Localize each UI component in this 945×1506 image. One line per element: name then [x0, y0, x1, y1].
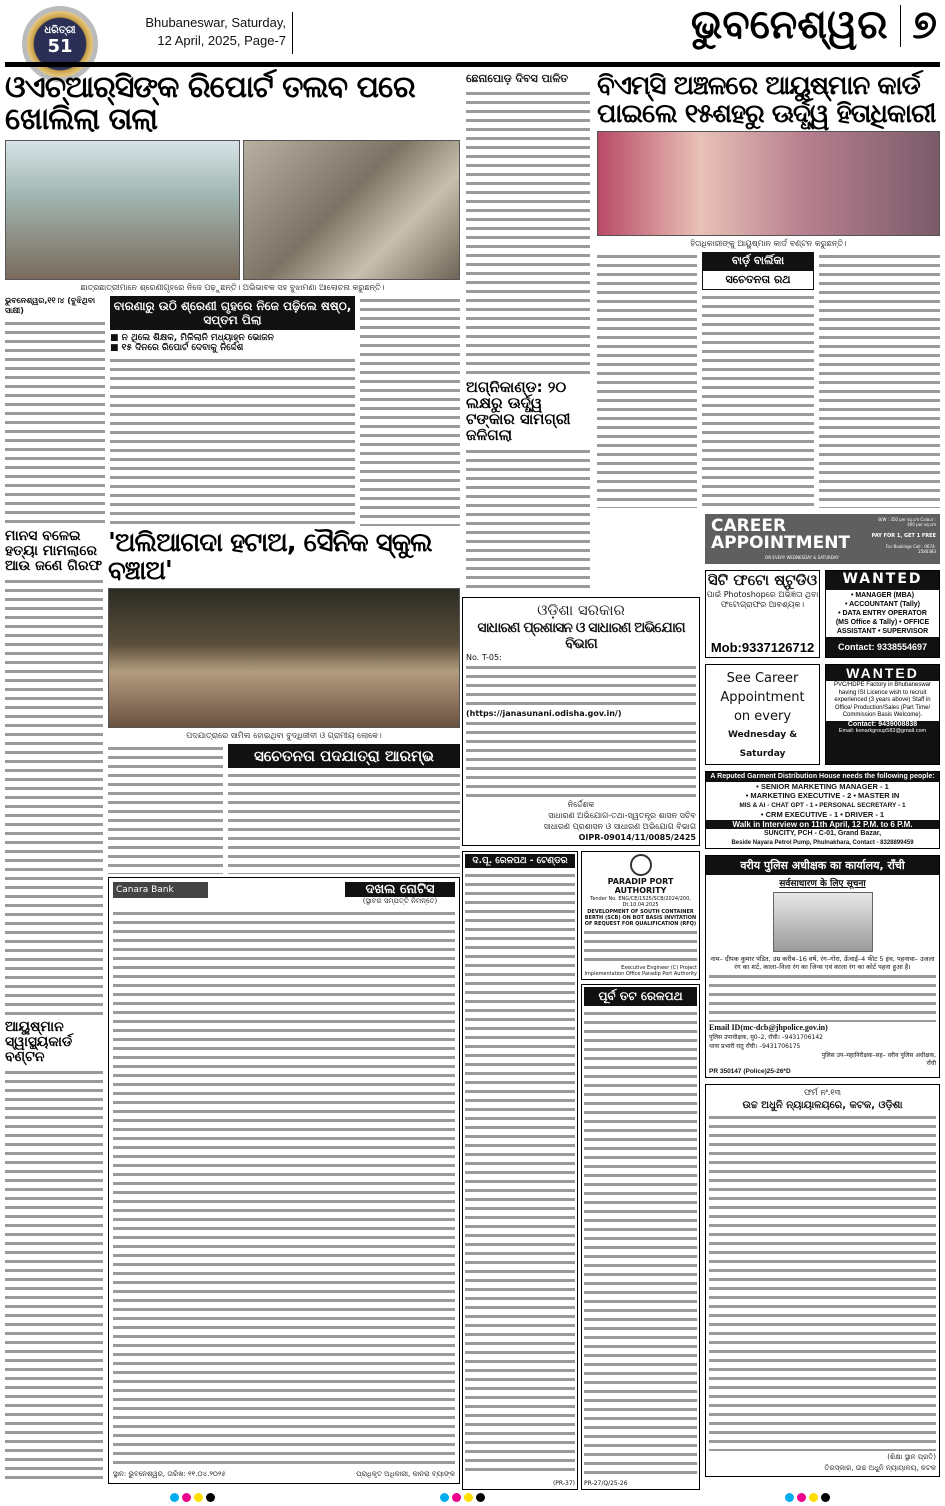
story3-headline: ବିଏମ୍‌ସି ଅଞ୍ଚଳରେ ଆୟୁଷ୍ମାନ କାର୍ଡ ପାଇଲେ ୧୫ଶହରୁ ଊର୍ଦ୍ଧ୍ୱ ହିତାଧିକାରୀ: [597, 71, 936, 130]
paradip-sign: Executive Engineer (C) Project Implementation Office Paradip Port Authority: [584, 965, 697, 977]
see-career-l1: See Career: [726, 671, 799, 686]
paradip-port-notice: [581, 851, 700, 980]
wanted-ad-1: [825, 570, 940, 658]
police-desc: नाम– दीपक कुमार पंडित, उम्र करीब–16 वर्ष, रंग–गोरा, ऊँचाई–4 फीट 5 इंच, पहनावा– उजला रंग का शर्ट, काला–निला रंग का जिन्स एवं काला रंग का कोर्ट पहना हुआ है।: [710, 955, 935, 971]
story5-subhead: ସଚେତନତା ପଦଯାତ୍ରା ଆରମ୍ଭ: [228, 744, 460, 768]
story1-caption: ଛାତ୍ରଛାତ୍ରୀମାନେ ଶ୍ରେଣୀଗୃହରେ ନିଜେ ପଢ଼ୁଛନ୍ତି। ଅଭିଭାବକ ସହ ବୁଝାମଣା ଆଲୋଚନା କରୁଛନ୍ତି।: [80, 282, 385, 292]
court-body: [709, 1113, 936, 1451]
career-appointment-ad: [705, 514, 940, 564]
court-sign2: ତିରସ୍କାର, ଉଚ୍ଚ ଅଧୁନି ନ୍ୟାୟାଳୟ, କଟକ: [824, 1464, 936, 1472]
dateline-2: 12 April, 2025, Page-7: [157, 33, 286, 48]
story5-caption: ପଦଯାତ୍ରାରେ ସାମିଲ ହୋଇଥିବା ବୁଦ୍ଧିଜୀବୀ ଓ ଗ୍ରାମୀୟ ଲୋକେ।: [186, 730, 382, 740]
story3-body: [597, 252, 697, 508]
story1-bullet: ■ ୧୫ ଦିନରେ ରିପୋର୍ଟ ଦେବାକୁ ନିର୍ଦ୍ଦେଶ: [110, 342, 244, 353]
story5-body: [228, 771, 460, 874]
canara-title: ଦଖଲ ନୋଟିସ: [345, 882, 455, 897]
garment-line: • CRM EXECUTIVE - 1 • DRIVER - 1: [760, 810, 885, 819]
missing-person-photo: [773, 892, 873, 952]
career-rates: B/W : 350 per sq.cm Colour : 400 per sq.cm: [878, 517, 936, 527]
canara-bank-logo: Canara Bank: [113, 882, 208, 898]
police-phone: थाना प्रभारी रातु राँची। –9431706175: [709, 1043, 801, 1050]
court-sign: (ଶିକ୍ଷା ସ୍ଥାନ ପ୍ରତି): [887, 1453, 936, 1461]
studio-title: ସିଟି ଫଟୋ ଷ୍ଟୁଡିଓ: [707, 571, 818, 589]
garment-addr: SUNCITY, PCH - C-01, Grand Bazar,: [763, 830, 882, 837]
garment-line: MIS & AI - CHAT GPT - 1 • PERSONAL SECRETARY - 1: [739, 801, 906, 809]
wanted2-body: PVC/HDPE Factory in Bhubaneswar having ISI Licence wish to recruit experienced (3 years above) Staff in Office/ Production/Sales (Part Time/ Commission Basis Welcome).: [826, 681, 939, 721]
police-ref: PR 350147 (Police)25-26*D: [709, 1068, 791, 1075]
odisha-govt-notice: [462, 597, 700, 846]
garment-ad: [705, 771, 940, 849]
ayushman-photo: [597, 131, 940, 236]
paradip-subject: DEVELOPMENT OF SOUTH CONTAINER BERTH (SCB) ON BOT BASIS INVITATION OF REQUEST FOR QUALIFICATION (RFQ): [584, 909, 697, 927]
story1-body: [5, 319, 105, 526]
studio-body: ପାଇଁ Photoshopରେ ଅଭିଜ୍ଞତା ଥିବା ଫଟୋଗ୍ରାଫର ଆବଶ୍ୟକ।: [706, 590, 819, 609]
paradip-title: PARADIP PORT AUTHORITY: [607, 877, 674, 895]
wanted1-item: (MS Office & Tally) • OFFICE: [835, 619, 930, 626]
notice-no: No. T-05:: [466, 653, 502, 662]
career-bookings: For Bookings Call : 0674-2580383: [886, 544, 936, 554]
career-title-2: APPOINTMENT: [711, 533, 851, 553]
notice-sign1: ନିର୍ଦ୍ଦେଶକ: [567, 800, 595, 809]
notice-l1: ଓଡ଼ିଶା ସରକାର: [537, 601, 625, 619]
story1-subhead: ବାରଣାରୁ ଉଠି ଶ୍ରେଣୀ ଗୃହରେ ନିଜେ ପଢ଼ିଲେ ଷଷ୍ଠ, ସପ୍ତମ ପିଲା: [110, 296, 355, 330]
story6-headline: ଆୟୁଷ୍ମାନ ସ୍ୱାସ୍ଥ୍ୟକାର୍ଡ ବଣ୍ଟନ: [5, 1019, 73, 1066]
story3-box-sub: ସଚେତନତା ରଥ: [702, 270, 814, 290]
photo-studio-ad: [705, 570, 820, 658]
see-career-l2: Appointment: [720, 690, 805, 705]
police-sign: पुलिस उप–महानिरीक्षक–सह– वरीय पुलिस अधीक्षक, राँची: [821, 1052, 936, 1067]
parents-photo: [243, 140, 460, 280]
garment-header: A Reputed Garment Distribution House needs the following people:: [706, 772, 939, 782]
story5-headline: 'ଅଲିଆଗଦା ହଟାଅ, ସୈନିକ ସ୍କୁଲ ବଞ୍ଚାଅ': [108, 527, 432, 586]
story4-body: [5, 577, 103, 1017]
wanted2-contact: Contact: 9439008838: [847, 720, 918, 728]
story1-dateline: ଭୁବନେଶ୍ୱର,୧୧।୪ (ବୁଝିଥିବା ସାକ୍ଷୀ): [5, 295, 96, 315]
masthead-rule: [5, 62, 940, 67]
sec-rail-body: [465, 871, 575, 1477]
canara-footer: ସ୍ଥାନ: ଭୁବନେଶ୍ୱର, ତାରିଖ: ୧୧.୦୪.୨୦୨୫: [113, 1470, 226, 1478]
notice-sign2: ସାଧାରଣ ଅଭିଯୋଗ-ତଥା-ସ୍ୱତନ୍ତ୍ର ଶାସନ ସଚିବ: [548, 811, 696, 820]
story6-body: [5, 1068, 103, 1484]
wanted1-item: • ACCOUNTANT (Tally): [844, 601, 921, 608]
court-title: ଉଚ୍ଚ ଅଧୁନି ନ୍ୟାୟାଳୟରେ, କଟକ, ଓଡ଼ିଶା: [742, 1100, 903, 1111]
canara-body: [113, 909, 455, 1467]
ranchi-police-notice: [705, 855, 940, 1078]
sec-railway-tender: [462, 851, 578, 1490]
story3-box-title: ବାର୍ଡ଼ ବାର୍ଲିକା: [702, 252, 814, 270]
police-email: Email ID(mc-dcb@jhpolice.gov.in): [709, 1023, 828, 1032]
story3-body: [702, 293, 814, 508]
see-career-ad: [705, 664, 820, 765]
notice-body: [466, 719, 696, 799]
story2-kicker: ଛେନାପୋଡ଼ ଦିବସ ପାଳିତ: [466, 72, 569, 85]
career-pay: PAY FOR 1, GET 1 FREE: [871, 533, 936, 539]
story1-headline: ଓଏଚ୍ଆର୍‌ସିଙ୍କ ରିପୋର୍ଟ ତଲବ ପରେ ଖୋଲିଲା ତାଲା: [5, 70, 415, 138]
story1-body: [360, 296, 460, 526]
wanted1-item: • DATA ENTRY OPERATOR: [838, 610, 927, 617]
story2-subhead: ଅଗ୍ନିକାଣ୍ଡ: ୨୦ ଲକ୍ଷରୁ ଊର୍ଦ୍ଧ୍ୱ ଟଙ୍କାର ସାମଗ୍ରୀ ଜଳିଗଲା: [466, 377, 571, 445]
canara-sub: (ସ୍ଥାବର ସମ୍ପତ୍ତି ନିମନ୍ତେ): [362, 896, 438, 905]
story1-bullet: ■ ନ ଥିଲେ ଶିକ୍ଷକ, ମିଳିଲାନି ମଧ୍ୟାହ୍ନ ଭୋଜନ: [110, 332, 274, 343]
dateline-1: Bhubaneswar, Saturday,: [145, 15, 286, 30]
story3-body: [819, 252, 940, 508]
logo-years: 51: [47, 36, 73, 57]
story1-subhead-box: [110, 296, 355, 353]
story1-body: [110, 356, 355, 526]
wanted1-item: • MANAGER (MBA): [850, 592, 915, 599]
ecor-ref: PR-27/Q/25-26: [584, 1480, 628, 1487]
notice-l2: ସାଧାରଣ ପ୍ରଶାସନ ଓ ସାଧାରଣ ଅଭିଯୋଗ ବିଭାଗ: [477, 620, 685, 652]
wanted2-title: WANTED: [846, 665, 919, 681]
wanted2-email: Email: konarkgroup583@gmail.com: [838, 727, 927, 734]
wanted1-contact: Contact: 9338554697: [837, 642, 928, 652]
garment-line: • MARKETING EXECUTIVE - 2 • MASTER IN: [745, 791, 900, 800]
career-title-1: CAREER: [711, 516, 787, 536]
court-form: ଫର୍ମ ନଂ.୧୩: [804, 1088, 841, 1097]
court-notice: [705, 1084, 940, 1477]
ecor-tender: [581, 984, 700, 1490]
garment-line: • SENIOR MARKETING MANAGER - 1: [756, 781, 889, 791]
studio-mobile: Mob:9337126712: [706, 611, 819, 657]
story2-body: [466, 447, 590, 590]
story2-body: [466, 89, 590, 376]
paradip-tender: Tender No. ENG/CE/1525/SCB/2024/200, Dt.10.04.2025: [590, 896, 691, 908]
ecor-title: ପୂର୍ବ ତଟ ରେଳପଥ: [584, 987, 697, 1006]
wanted1-item: ASSISTANT • SUPERVISOR: [836, 628, 929, 635]
notice-ref: OIPR-09014/11/0085/2425: [578, 833, 696, 842]
logo-text: ଧରିତ୍ରୀ: [44, 25, 76, 36]
police-sub: सर्वसाधारण के लिए सूचना: [779, 879, 866, 889]
sec-rail-ref: (PR-37): [552, 1480, 575, 1487]
story3-caption: ହିତାଧିକାରୀଙ୍କୁ ଆୟୁଷ୍ମାନ କାର୍ଡ ବଣ୍ଟନ କରୁଛନ୍ତି।: [690, 239, 847, 249]
wanted-ad-2: [825, 664, 940, 765]
garment-addr: Beside Nayara Petrol Pump, Phulnakhara, Contact - 8328899459: [731, 839, 914, 846]
wanted1-title: WANTED: [842, 571, 923, 587]
notice-sign3: ସାଧାରଣ ପ୍ରଶାସନ ଓ ସାଧାରଣ ଅଭିଯୋଗ ବିଭାଗ: [543, 822, 696, 831]
canara-notice: [108, 877, 460, 1484]
story4-headline: ମାନସ ବଳେଇ ହତ୍ୟା ମାମଲାରେ ଆଉ ଜଣେ ଗିରଫ: [5, 527, 103, 574]
ecor-body: [584, 1009, 697, 1477]
notice-portal: (https://janasunani.odisha.gov.in/): [466, 709, 622, 718]
see-career-l3: on every: [733, 709, 792, 724]
canara-sign: ପ୍ରାଧିକୃତ ଅଧିକାରୀ, କାନରା ବ୍ୟାଙ୍କ: [356, 1470, 455, 1478]
paradip-emblem-icon: [630, 854, 652, 876]
police-header: वरीय पुलिस अधीक्षक का कार्यालय, राँची: [706, 856, 939, 875]
page-number: ୭: [912, 2, 937, 48]
paradip-body: [584, 928, 697, 964]
garment-walkin: Walk in Interview on 11th April, 12 P.M. to 6 P.M.: [706, 820, 939, 830]
police-body: [709, 972, 936, 1022]
sec-rail-title: ଦ.ପୂ. ରେଳପଥ - ଟେଣ୍ଡର: [465, 854, 575, 868]
classroom-photo: [5, 140, 240, 280]
padayatra-photo: [108, 588, 460, 728]
police-phone: पुलिस उपाधीक्षक, मु0–2, राँची। –9431706142: [709, 1034, 823, 1041]
section-title: ଭୁବନେଶ୍ୱର: [690, 2, 888, 48]
story3-box: [702, 252, 814, 290]
career-sub: ON EVERY WEDNESDAY & SATURDAY: [765, 555, 839, 560]
story5-body: [108, 744, 223, 874]
notice-body: [466, 663, 696, 708]
see-career-l4: Wednesday & Saturday: [727, 730, 798, 759]
